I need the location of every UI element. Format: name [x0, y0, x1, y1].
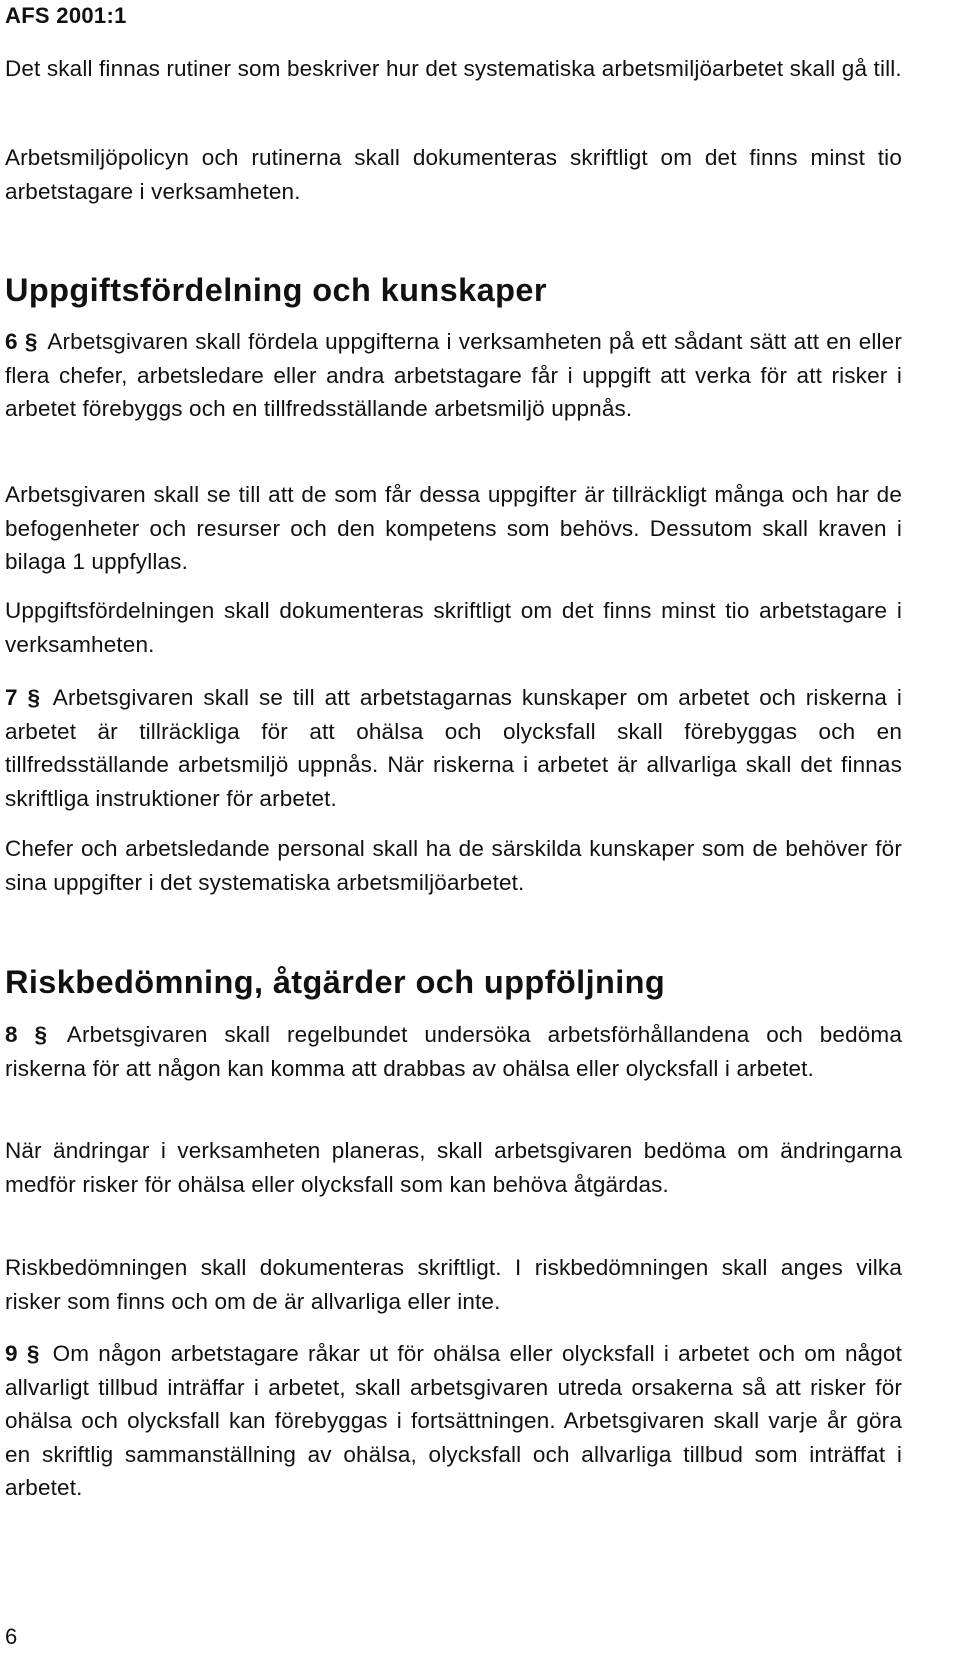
section-6-text: Arbetsgivaren skall fördela uppgifterna i verksamheten på ett sådant sätt att en eller flera chefer, arbetsledare eller andra arbetstagare får i uppgift att verka för att risker i arbetet förebyggs och en tillfredsställande arbetsmiljö uppnås. — [5, 329, 902, 421]
paragraph-section-9 — [5, 1337, 902, 1505]
section-7-text: Arbetsgivaren skall se till att arbetstagarnas kunskaper om arbetet och riskerna i arbetet är tillräckliga för att ohälsa och olycksfall skall förebyggas och en tillfredsställande arbetsmiljö uppnås. När riskerna i arbetet är allvarliga skall det finnas skriftliga instruktioner för arbetet. — [5, 685, 902, 811]
section-sign-icon: § — [34, 1022, 48, 1047]
section-number: 6 — [5, 329, 18, 354]
intro-paragraph-2: Arbetsmiljöpolicyn och rutinerna skall dokumenteras skriftligt om det finns minst tio arbetstagare i verksamheten. — [5, 145, 902, 204]
paragraph-section-6 — [5, 325, 902, 426]
section-heading-riskbedomning: Riskbedömning, åtgärder och uppföljning — [5, 964, 666, 1000]
section-number: 8 — [5, 1022, 18, 1047]
intro-paragraph-1: Det skall finnas rutiner som beskriver hur det systematiska arbetsmiljöarbetet skall gå till. — [5, 56, 902, 81]
section-sign-icon: § — [24, 329, 38, 354]
paragraph-section-8-2: När ändringar i verksamheten planeras, skall arbetsgivaren bedöma om ändringarna medför risker för ohälsa eller olycksfall som kan behöva åtgärdas. — [5, 1138, 902, 1197]
section-9-text: Om någon arbetstagare råkar ut för ohälsa eller olycksfall i arbetet och om något allvarligt tillbud inträffar i arbetet, skall arbetsgivaren utreda orsakerna så att risker för ohälsa och olycksfall kan förebyggas i fortsättningen. Arbetsgivaren skall varje år göra en skriftlig sammanställning av ohälsa, olycksfall och allvarliga tillbud som inträffat i arbetet. — [5, 1341, 902, 1500]
page-number: 6 — [5, 1624, 18, 1649]
paragraph-section-8 — [5, 1018, 902, 1085]
section-heading-uppgiftsfordelning: Uppgiftsfördelning och kunskaper — [5, 272, 547, 308]
paragraph-section-7 — [5, 681, 902, 815]
section-number: 7 — [5, 685, 18, 710]
section-8-text: Arbetsgivaren skall regelbundet undersöka arbetsförhållandena och bedöma riskerna för att någon kan komma att drabbas av ohälsa eller olycksfall i arbetet. — [5, 1022, 902, 1081]
section-sign-icon: § — [27, 685, 41, 710]
paragraph-section-7-2: Chefer och arbetsledande personal skall ha de särskilda kunskaper som de behöver för sina uppgifter i det systematiska arbetsmiljöarbetet. — [5, 836, 902, 895]
section-number: 9 — [5, 1341, 18, 1366]
paragraph-section-6-3: Uppgiftsfördelningen skall dokumenteras skriftligt om det finns minst tio arbetstagare i verksamheten. — [5, 598, 902, 657]
running-head: AFS 2001:1 — [5, 3, 127, 28]
section-sign-icon: § — [26, 1341, 40, 1366]
paragraph-section-6-2: Arbetsgivaren skall se till att de som får dessa uppgifter är tillräckligt många och har de befogenheter och resurser och den kompetens som behövs. Dessutom skall kraven i bilaga 1 uppfyllas. — [5, 482, 902, 574]
paragraph-section-8-3: Riskbedömningen skall dokumenteras skriftligt. I riskbedömningen skall anges vilka risker som finns och om de är allvarliga eller inte. — [5, 1255, 902, 1314]
